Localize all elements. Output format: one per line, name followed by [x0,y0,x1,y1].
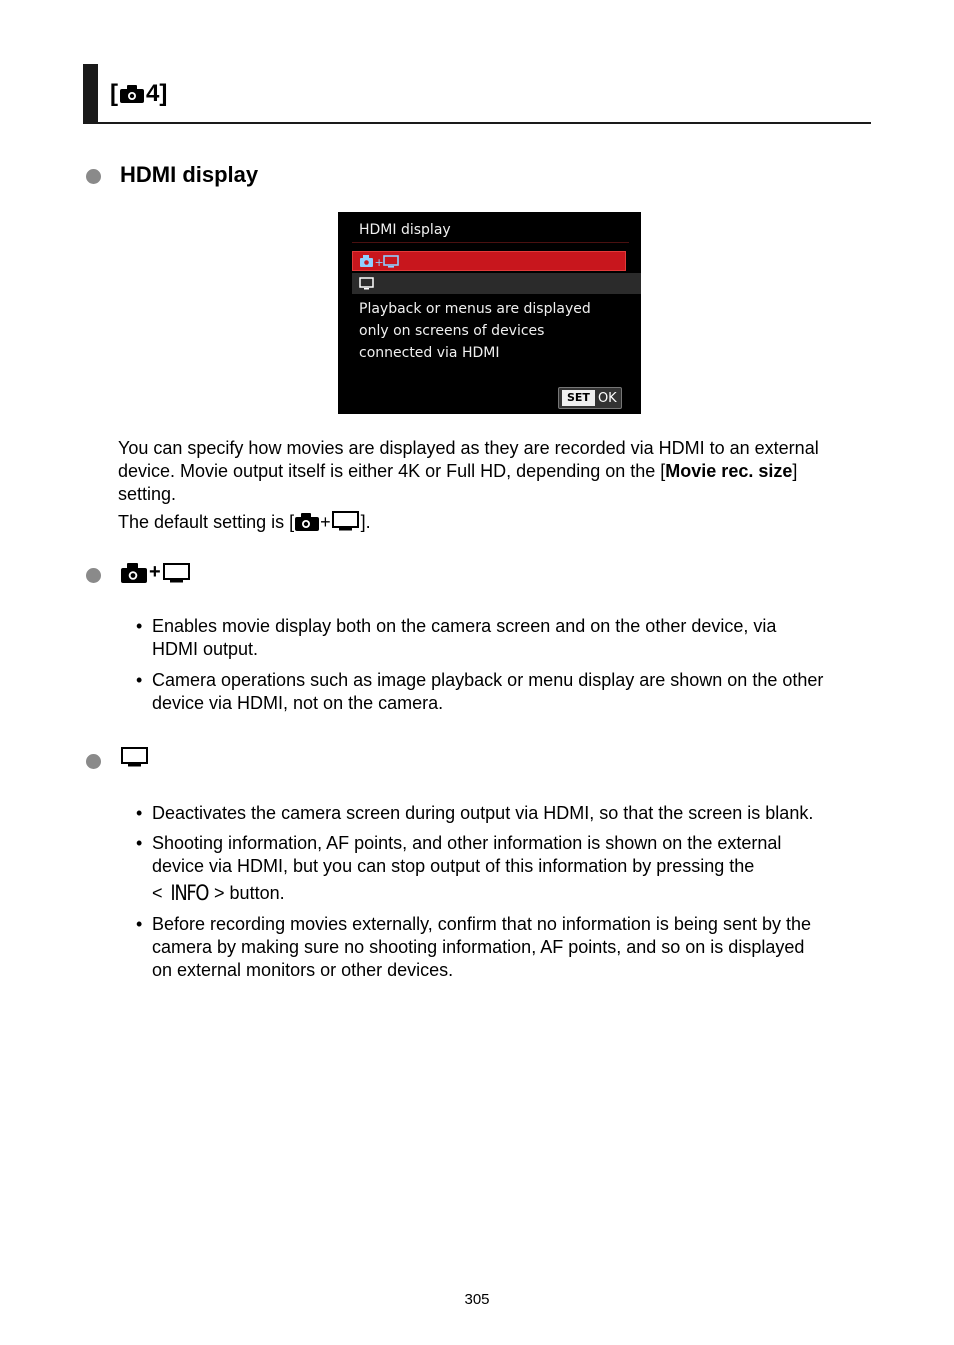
screen-title: HDMI display [359,222,451,238]
info-button-label: INFO [169,881,208,905]
page-number: 305 [464,1291,490,1308]
screen-option-camera-and-external[interactable] [352,251,626,271]
list-item: • Deactivates the camera screen during output via HDMI, so that the screen is blank. [136,803,814,823]
section-title-hdmi: HDMI display [120,162,259,187]
heading-bar [83,64,98,123]
screen-divider [352,242,629,243]
default-setting: The default setting is [ + ]. [118,512,371,532]
screen-description: Playback or menus are displayed only on screens of devices connected via HDMI [359,301,591,361]
camera-plus-monitor-icon [359,253,409,269]
section-bullet [86,568,101,583]
screen-option-external-only[interactable] [352,273,641,294]
intro-paragraph: You can specify how movies are displayed as they are recorded via HDMI to an external device. Movie output itself is either 4K or Full HD, depending on the [Movie rec. size] setting. [118,438,819,504]
page-title: [ 4 ] [110,80,168,107]
list-item: • Camera operations such as image playback or menu display are shown on the other device via HDMI, not on the camera. [136,670,824,713]
monitor-icon [120,746,150,770]
heading-rule [83,122,871,124]
list-item: • Shooting information, AF points, and other information is shown on the external device via HDMI, but you can stop output of this information by pressing the < INFO > button. [136,833,782,905]
set-label: SET [562,390,595,406]
section-title-camera-and-external: + [120,561,192,584]
section-bullet [86,754,101,769]
monitor-icon [162,562,192,584]
section-bullet [86,169,101,184]
ok-label: OK [597,390,617,406]
camera-screen [338,212,641,414]
camera-icon [119,84,145,104]
monitor-icon [359,276,377,292]
camera-icon [294,512,320,532]
list-item: • Before recording movies externally, confirm that no information is being sent by the camera by making sure no shooting information, AF points, and so on is displayed on external monitors or other devices. [136,914,811,980]
camera-icon [120,562,148,584]
set-ok-button[interactable] [558,387,622,409]
svg-text:+: + [374,256,384,269]
list-item: • Enables movie display both on the camera screen and on the other device, via HDMI output. [136,616,777,659]
monitor-icon [331,510,361,532]
